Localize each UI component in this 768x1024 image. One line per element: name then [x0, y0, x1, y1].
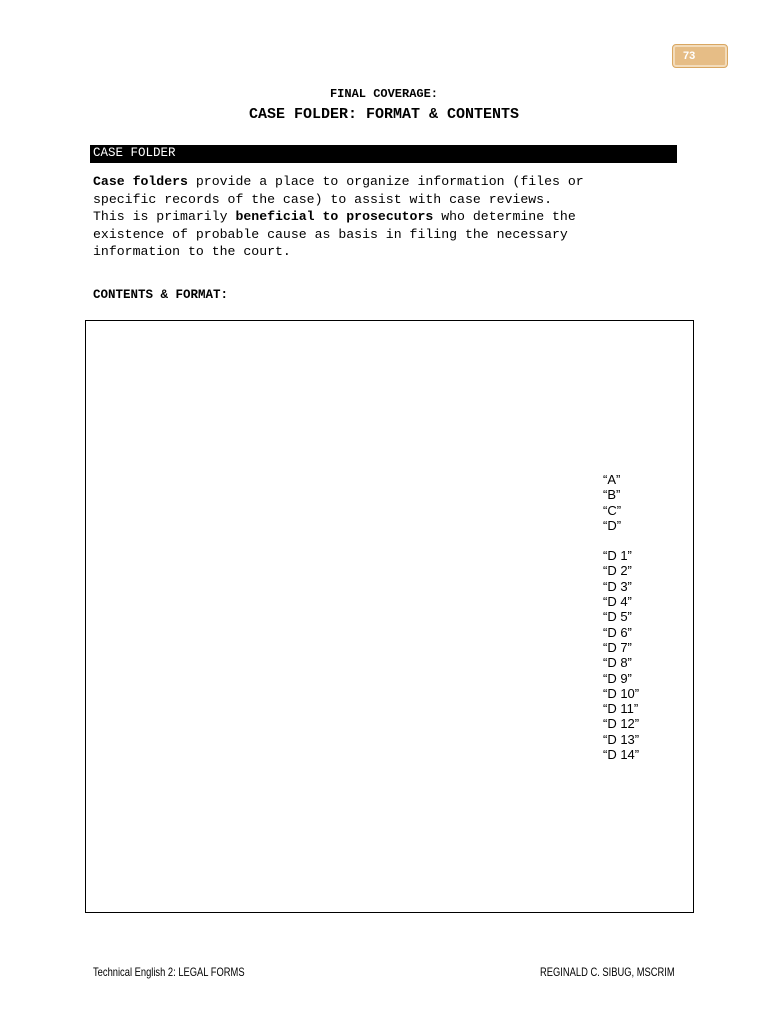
footer-course-title: Technical English 2: LEGAL FORMS — [93, 965, 245, 979]
annex-item: “D 10” — [603, 685, 640, 701]
annex-item: “A” — [603, 472, 621, 487]
annex-item: “D 13” — [603, 731, 640, 747]
annex-item: “D 12” — [603, 716, 640, 732]
annex-item: “D 2” — [603, 563, 632, 579]
annex-item: “D 1” — [603, 548, 632, 564]
section-header-case-folder: CASE FOLDER — [90, 145, 677, 163]
annex-item: “B” — [603, 487, 621, 503]
intro-text-2: who determine the existence of probable cause as basis in filing the necessary information to the court. — [93, 209, 576, 260]
annex-item: “D 11” — [603, 701, 639, 717]
intro-text-1: provide a place to organize information (files or specific records of the case) to assist with case reviews. This is primarily — [93, 174, 584, 225]
annex-item: “D 4” — [603, 594, 632, 610]
page-number-badge: 73 — [672, 44, 728, 68]
annex-list — [603, 472, 639, 762]
annex-item: “D 3” — [603, 578, 632, 594]
intro-term: Case folders — [93, 174, 188, 189]
annex-item: “D” — [603, 517, 622, 533]
footer-author: REGINALD C. SIBUG, MSCRIM — [540, 965, 675, 979]
page-title: CASE FOLDER: FORMAT & CONTENTS — [248, 106, 520, 123]
annex-item: “D 8” — [603, 655, 632, 671]
annex-item: “C” — [603, 502, 622, 518]
annex-item: “D 14” — [603, 747, 640, 763]
coverage-label: FINAL COVERAGE: — [329, 87, 439, 101]
contents-format-heading: CONTENTS & FORMAT: — [93, 288, 229, 302]
intro-emphasis: beneficial to prosecutors — [235, 209, 434, 225]
annex-item: “D 5” — [603, 609, 632, 625]
annex-item: “D 7” — [603, 639, 632, 655]
intro-paragraph — [93, 173, 683, 261]
annex-item: “D 6” — [603, 624, 632, 640]
annex-item: “D 9” — [603, 670, 632, 686]
